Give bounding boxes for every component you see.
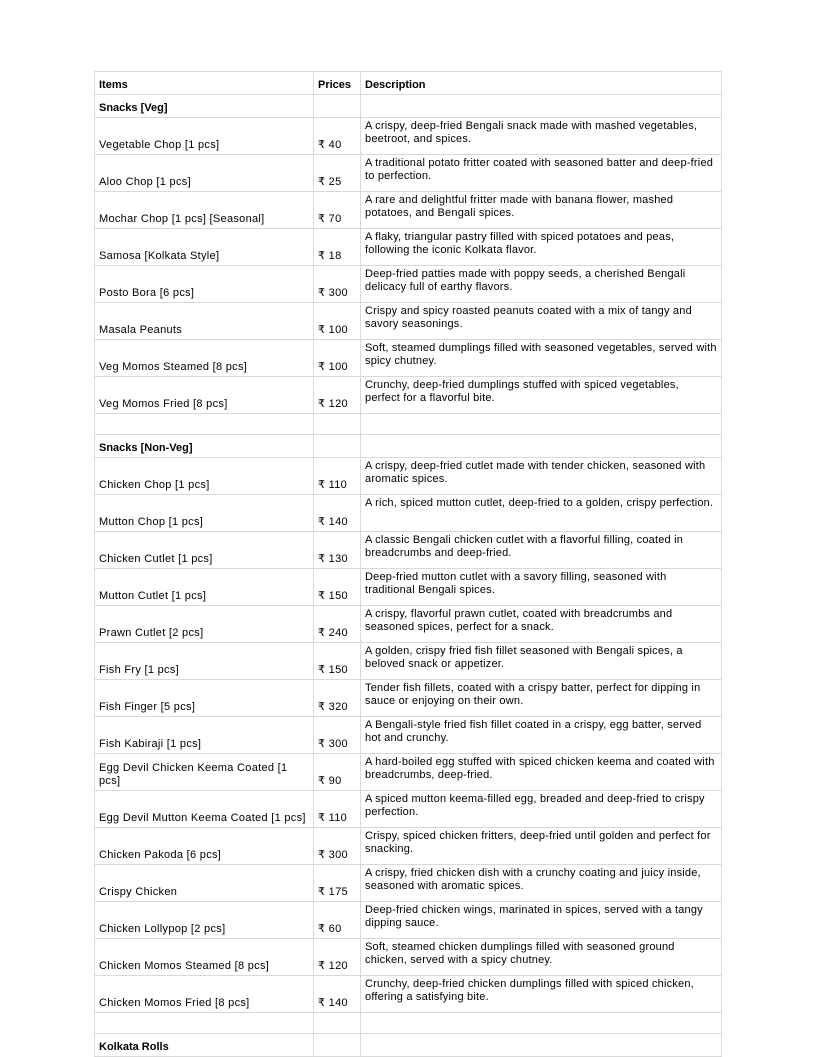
item-description: A crispy, deep-fried cutlet made with tender chicken, seasoned with aromatic spices. bbox=[361, 458, 722, 495]
item-name: Egg Devil Chicken Keema Coated [1 pcs] bbox=[95, 754, 314, 791]
item-name: Vegetable Chop [1 pcs] bbox=[95, 118, 314, 155]
item-price: ₹ 150 bbox=[314, 569, 361, 606]
item-description: Crunchy, deep-fried chicken dumplings filled with spiced chicken, offering a satisfying bite. bbox=[361, 976, 722, 1013]
item-description: A crispy, fried chicken dish with a crunchy coating and juicy inside, seasoned with aromatic spices. bbox=[361, 865, 722, 902]
item-price: ₹ 25 bbox=[314, 155, 361, 192]
item-name: Mutton Chop [1 pcs] bbox=[95, 495, 314, 532]
header-row bbox=[95, 72, 722, 95]
item-name: Crispy Chicken bbox=[95, 865, 314, 902]
menu-item-row bbox=[95, 902, 722, 939]
section-title: Snacks [Veg] bbox=[95, 95, 314, 118]
section-header-row bbox=[95, 435, 722, 458]
item-name: Mochar Chop [1 pcs] [Seasonal] bbox=[95, 192, 314, 229]
menu-item-row bbox=[95, 791, 722, 828]
item-price: ₹ 100 bbox=[314, 340, 361, 377]
item-description: Deep-fried mutton cutlet with a savory filling, seasoned with traditional Bengali spices. bbox=[361, 569, 722, 606]
header-description: Description bbox=[361, 72, 722, 95]
item-name: Chicken Pakoda [6 pcs] bbox=[95, 828, 314, 865]
empty-cell bbox=[314, 95, 361, 118]
item-description: Tender fish fillets, coated with a crispy batter, perfect for dipping in sauce or enjoying on their own. bbox=[361, 680, 722, 717]
spacer-row bbox=[95, 414, 722, 435]
header-items: Items bbox=[95, 72, 314, 95]
item-description: A classic Bengali chicken cutlet with a flavorful filling, coated in breadcrumbs and deep-fried. bbox=[361, 532, 722, 569]
item-name: Posto Bora [6 pcs] bbox=[95, 266, 314, 303]
spacer-cell bbox=[361, 414, 722, 435]
item-description: Deep-fried patties made with poppy seeds, a cherished Bengali delicacy full of earthy flavors. bbox=[361, 266, 722, 303]
item-price: ₹ 18 bbox=[314, 229, 361, 266]
item-name: Veg Momos Steamed [8 pcs] bbox=[95, 340, 314, 377]
item-description: Soft, steamed chicken dumplings filled with seasoned ground chicken, served with a spicy chutney. bbox=[361, 939, 722, 976]
item-price: ₹ 140 bbox=[314, 976, 361, 1013]
item-description: A crispy, deep-fried Bengali snack made with mashed vegetables, beetroot, and spices. bbox=[361, 118, 722, 155]
item-description: A hard-boiled egg stuffed with spiced chicken keema and coated with breadcrumbs, deep-fried. bbox=[361, 754, 722, 791]
item-price: ₹ 320 bbox=[314, 680, 361, 717]
item-name: Fish Fry [1 pcs] bbox=[95, 643, 314, 680]
spacer-cell bbox=[361, 1013, 722, 1034]
header-prices: Prices bbox=[314, 72, 361, 95]
item-price: ₹ 300 bbox=[314, 828, 361, 865]
item-description: Crunchy, deep-fried dumplings stuffed with spiced vegetables, perfect for a flavorful bite. bbox=[361, 377, 722, 414]
item-name: Masala Peanuts bbox=[95, 303, 314, 340]
empty-cell bbox=[361, 435, 722, 458]
empty-cell bbox=[314, 435, 361, 458]
item-description: Soft, steamed dumplings filled with seasoned vegetables, served with spicy chutney. bbox=[361, 340, 722, 377]
item-name: Chicken Momos Fried [8 pcs] bbox=[95, 976, 314, 1013]
item-price: ₹ 60 bbox=[314, 902, 361, 939]
menu-item-row bbox=[95, 717, 722, 754]
menu-item-row bbox=[95, 532, 722, 569]
menu-item-row bbox=[95, 155, 722, 192]
item-description: Deep-fried chicken wings, marinated in spices, served with a tangy dipping sauce. bbox=[361, 902, 722, 939]
item-price: ₹ 70 bbox=[314, 192, 361, 229]
section-header-row bbox=[95, 1034, 722, 1057]
menu-item-row bbox=[95, 266, 722, 303]
menu-item-row bbox=[95, 303, 722, 340]
section-title: Snacks [Non-Veg] bbox=[95, 435, 314, 458]
menu-item-row bbox=[95, 643, 722, 680]
empty-cell bbox=[361, 1034, 722, 1057]
spacer-row bbox=[95, 1013, 722, 1034]
menu-table-body bbox=[95, 72, 722, 1057]
spacer-cell bbox=[314, 414, 361, 435]
item-name: Chicken Cutlet [1 pcs] bbox=[95, 532, 314, 569]
menu-item-row bbox=[95, 229, 722, 266]
item-description: A golden, crispy fried fish fillet seasoned with Bengali spices, a beloved snack or appetizer. bbox=[361, 643, 722, 680]
menu-item-row bbox=[95, 865, 722, 902]
item-price: ₹ 100 bbox=[314, 303, 361, 340]
item-price: ₹ 150 bbox=[314, 643, 361, 680]
item-description: A rare and delightful fritter made with banana flower, mashed potatoes, and Bengali spices. bbox=[361, 192, 722, 229]
spacer-cell bbox=[95, 1013, 314, 1034]
menu-item-row bbox=[95, 606, 722, 643]
item-name: Chicken Chop [1 pcs] bbox=[95, 458, 314, 495]
item-name: Fish Kabiraji [1 pcs] bbox=[95, 717, 314, 754]
item-price: ₹ 120 bbox=[314, 377, 361, 414]
item-description: Crispy, spiced chicken fritters, deep-fried until golden and perfect for snacking. bbox=[361, 828, 722, 865]
item-name: Chicken Lollypop [2 pcs] bbox=[95, 902, 314, 939]
menu-item-row bbox=[95, 754, 722, 791]
menu-item-row bbox=[95, 377, 722, 414]
item-description: A rich, spiced mutton cutlet, deep-fried to a golden, crispy perfection. bbox=[361, 495, 722, 532]
menu-item-row bbox=[95, 569, 722, 606]
menu-table bbox=[94, 71, 722, 1057]
item-price: ₹ 40 bbox=[314, 118, 361, 155]
item-description: A Bengali-style fried fish fillet coated in a crispy, egg batter, served hot and crunchy. bbox=[361, 717, 722, 754]
section-title: Kolkata Rolls bbox=[95, 1034, 314, 1057]
item-description: A traditional potato fritter coated with seasoned batter and deep-fried to perfection. bbox=[361, 155, 722, 192]
item-price: ₹ 110 bbox=[314, 458, 361, 495]
menu-item-row bbox=[95, 458, 722, 495]
item-price: ₹ 300 bbox=[314, 266, 361, 303]
menu-item-row bbox=[95, 828, 722, 865]
item-price: ₹ 240 bbox=[314, 606, 361, 643]
item-description: A flaky, triangular pastry filled with spiced potatoes and peas, following the iconic Kolkata flavor. bbox=[361, 229, 722, 266]
menu-item-row bbox=[95, 976, 722, 1013]
item-price: ₹ 130 bbox=[314, 532, 361, 569]
section-header-row bbox=[95, 95, 722, 118]
menu-item-row bbox=[95, 340, 722, 377]
menu-item-row bbox=[95, 939, 722, 976]
menu-item-row bbox=[95, 192, 722, 229]
item-name: Veg Momos Fried [8 pcs] bbox=[95, 377, 314, 414]
empty-cell bbox=[361, 95, 722, 118]
spacer-cell bbox=[95, 414, 314, 435]
item-price: ₹ 140 bbox=[314, 495, 361, 532]
item-name: Samosa [Kolkata Style] bbox=[95, 229, 314, 266]
item-description: A crispy, flavorful prawn cutlet, coated with breadcrumbs and seasoned spices, perfect for a snack. bbox=[361, 606, 722, 643]
item-name: Chicken Momos Steamed [8 pcs] bbox=[95, 939, 314, 976]
item-price: ₹ 110 bbox=[314, 791, 361, 828]
menu-item-row bbox=[95, 680, 722, 717]
item-name: Prawn Cutlet [2 pcs] bbox=[95, 606, 314, 643]
item-name: Egg Devil Mutton Keema Coated [1 pcs] bbox=[95, 791, 314, 828]
item-name: Mutton Cutlet [1 pcs] bbox=[95, 569, 314, 606]
item-description: Crispy and spicy roasted peanuts coated with a mix of tangy and savory seasonings. bbox=[361, 303, 722, 340]
spacer-cell bbox=[314, 1013, 361, 1034]
item-price: ₹ 120 bbox=[314, 939, 361, 976]
empty-cell bbox=[314, 1034, 361, 1057]
menu-item-row bbox=[95, 495, 722, 532]
item-price: ₹ 300 bbox=[314, 717, 361, 754]
item-price: ₹ 90 bbox=[314, 754, 361, 791]
item-description: A spiced mutton keema-filled egg, breaded and deep-fried to crispy perfection. bbox=[361, 791, 722, 828]
item-name: Aloo Chop [1 pcs] bbox=[95, 155, 314, 192]
item-price: ₹ 175 bbox=[314, 865, 361, 902]
menu-item-row bbox=[95, 118, 722, 155]
item-name: Fish Finger [5 pcs] bbox=[95, 680, 314, 717]
